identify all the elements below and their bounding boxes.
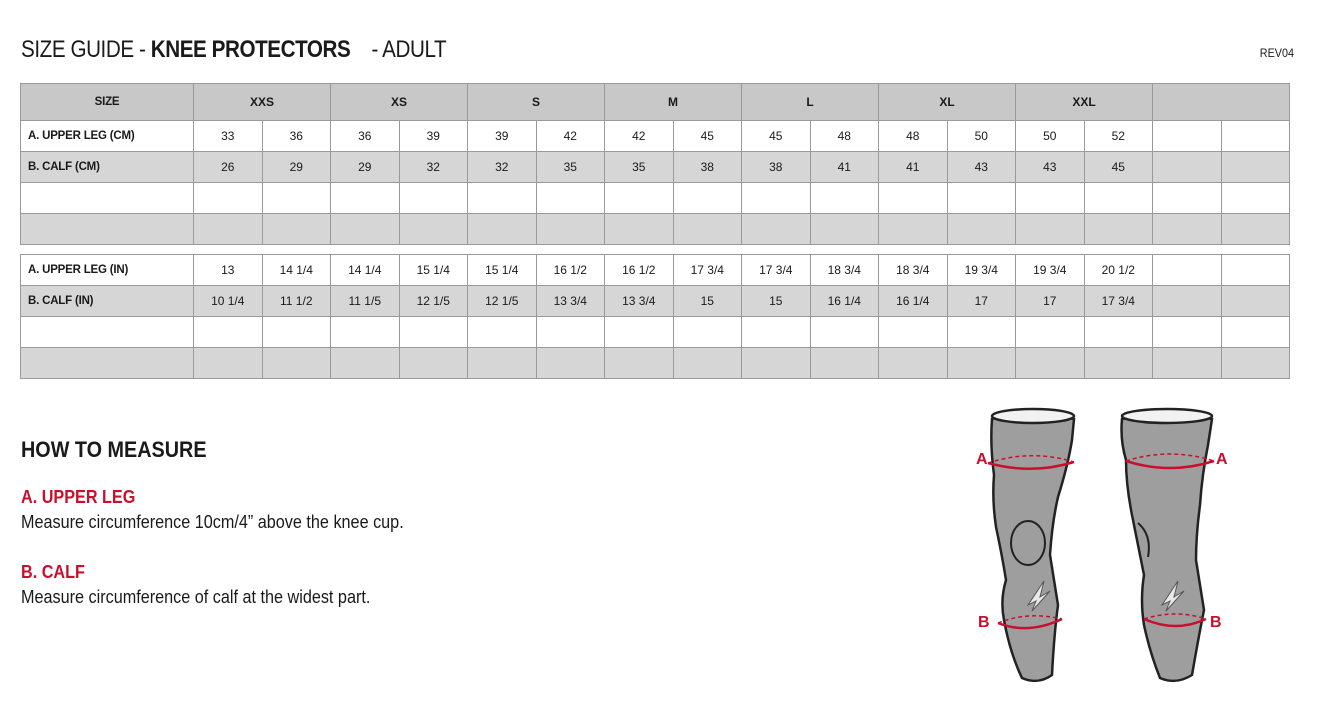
table-cell-empty xyxy=(879,214,948,245)
table-cell: 36 xyxy=(262,121,331,152)
table-cell-empty xyxy=(194,317,263,348)
table-cell-empty xyxy=(605,348,674,379)
title-product: KNEE PROTECTORS xyxy=(150,36,351,63)
table-cell-empty xyxy=(194,214,263,245)
table-cell-empty xyxy=(194,348,263,379)
table-cell-empty xyxy=(536,348,605,379)
table-cell: 20 1/2 xyxy=(1084,255,1153,286)
protector-shell xyxy=(1122,414,1213,681)
marker-a-right: A xyxy=(1216,451,1228,468)
table-cell: 10 1/4 xyxy=(194,286,263,317)
table-cell-empty xyxy=(399,348,468,379)
table-cell-empty xyxy=(673,183,742,214)
table-cell: 18 3/4 xyxy=(810,255,879,286)
size-header-row xyxy=(21,84,1290,121)
table-row-empty xyxy=(21,317,1290,348)
table-cell: 35 xyxy=(536,152,605,183)
table-cell: 15 xyxy=(673,286,742,317)
table-cell: 50 xyxy=(1016,121,1085,152)
table-cell: 42 xyxy=(536,121,605,152)
table-cell-empty xyxy=(21,183,194,214)
table-cell-empty xyxy=(810,348,879,379)
table-cell: 15 1/4 xyxy=(399,255,468,286)
table-cell: 14 1/4 xyxy=(331,255,400,286)
table-cell: 43 xyxy=(947,152,1016,183)
table-cell: 13 3/4 xyxy=(536,286,605,317)
table-cell-empty xyxy=(1153,152,1222,183)
table-cell-empty xyxy=(21,214,194,245)
marker-a-left: A xyxy=(976,451,988,468)
table-cell-empty xyxy=(947,214,1016,245)
table-cell: 48 xyxy=(810,121,879,152)
table-cell-empty xyxy=(536,214,605,245)
protector-shell xyxy=(991,414,1074,681)
table-cell-empty xyxy=(1221,183,1290,214)
upper-leg-instructions: Measure circumference 10cm/4” above the knee cup. xyxy=(21,512,404,532)
table-cell-empty xyxy=(1016,214,1085,245)
table-cell: 14 1/4 xyxy=(262,255,331,286)
table-cell-empty xyxy=(1016,183,1085,214)
table-cell: 42 xyxy=(605,121,674,152)
table-cell: 18 3/4 xyxy=(879,255,948,286)
table-cell-empty xyxy=(1221,121,1290,152)
table-cell-empty xyxy=(947,317,1016,348)
table-cell-empty xyxy=(262,214,331,245)
table-cell-empty xyxy=(468,183,537,214)
table-cell-empty xyxy=(1221,152,1290,183)
table-cell-empty xyxy=(1153,121,1222,152)
row-label: B. CALF (CM) xyxy=(21,152,194,183)
table-cell-empty xyxy=(1084,183,1153,214)
table-cell-empty xyxy=(947,348,1016,379)
size-header-xxl: XXL xyxy=(1016,84,1153,121)
table-cell-empty xyxy=(605,183,674,214)
table-cell: 36 xyxy=(331,121,400,152)
table-cell-empty xyxy=(1016,317,1085,348)
table-cell-empty xyxy=(1153,286,1222,317)
table-cell: 19 3/4 xyxy=(1016,255,1085,286)
table-cell-empty xyxy=(1221,214,1290,245)
table-cell: 17 xyxy=(947,286,1016,317)
table-cell-empty xyxy=(673,348,742,379)
table-cell: 13 3/4 xyxy=(605,286,674,317)
table-cell-empty xyxy=(742,183,811,214)
table-cell: 45 xyxy=(1084,152,1153,183)
table-cell-empty xyxy=(1084,317,1153,348)
table-cell-empty xyxy=(536,183,605,214)
table-cell-empty xyxy=(810,183,879,214)
table-cell: 11 1/5 xyxy=(331,286,400,317)
table-cell: 41 xyxy=(810,152,879,183)
table-cell: 12 1/5 xyxy=(399,286,468,317)
table-cell: 16 1/4 xyxy=(879,286,948,317)
table-cell-empty xyxy=(536,317,605,348)
table-cell-empty xyxy=(331,317,400,348)
table-cell-empty xyxy=(468,317,537,348)
calf-instructions: Measure circumference of calf at the widest part. xyxy=(21,587,371,607)
size-header-l: L xyxy=(742,84,879,121)
table-cell-empty xyxy=(1016,348,1085,379)
row-label: A. UPPER LEG (IN) xyxy=(21,255,194,286)
table-cell-empty xyxy=(1153,348,1222,379)
table-cell-empty xyxy=(742,317,811,348)
table-cell-empty xyxy=(1084,348,1153,379)
table-cell: 12 1/5 xyxy=(468,286,537,317)
table-cell-empty xyxy=(947,183,1016,214)
row-label: A. UPPER LEG (CM) xyxy=(21,121,194,152)
table-row-empty xyxy=(21,214,1290,245)
upper-leg-title: A. UPPER LEG xyxy=(21,487,136,507)
table-cell-empty xyxy=(673,214,742,245)
table-cell-empty xyxy=(399,317,468,348)
table-cell: 17 3/4 xyxy=(742,255,811,286)
size-header-s: S xyxy=(468,84,605,121)
table-cell-empty xyxy=(879,317,948,348)
table-cell: 19 3/4 xyxy=(947,255,1016,286)
table-cell: 17 3/4 xyxy=(1084,286,1153,317)
table-cell-empty xyxy=(605,317,674,348)
page-title xyxy=(21,36,446,64)
table-cell: 17 xyxy=(1016,286,1085,317)
table-cell: 26 xyxy=(194,152,263,183)
size-header-empty xyxy=(1153,84,1290,121)
protector-top-opening xyxy=(1122,409,1212,423)
table-cell-empty xyxy=(673,317,742,348)
table-cell-empty xyxy=(1153,214,1222,245)
table-cell-empty xyxy=(742,214,811,245)
table-row-calf-in xyxy=(21,286,1290,317)
table-cell-empty xyxy=(810,317,879,348)
table-cell: 29 xyxy=(262,152,331,183)
table-cell-empty xyxy=(194,183,263,214)
table-cell-empty xyxy=(468,348,537,379)
table-row-empty xyxy=(21,348,1290,379)
table-cell-empty xyxy=(21,317,194,348)
table-cell-empty xyxy=(1221,255,1290,286)
table-cell: 15 xyxy=(742,286,811,317)
table-cell-empty xyxy=(742,348,811,379)
table-cell-empty xyxy=(468,214,537,245)
size-header-m: M xyxy=(605,84,742,121)
table-row-upper-leg-in xyxy=(21,255,1290,286)
table-cell-empty xyxy=(605,214,674,245)
table-cell: 35 xyxy=(605,152,674,183)
table-cell-empty xyxy=(331,183,400,214)
table-cell: 43 xyxy=(1016,152,1085,183)
size-table xyxy=(20,83,1290,379)
table-cell: 50 xyxy=(947,121,1016,152)
table-cell: 29 xyxy=(331,152,400,183)
table-separator xyxy=(21,245,1290,255)
size-header-label: SIZE xyxy=(21,84,194,121)
knee-protector-back xyxy=(1122,409,1229,681)
table-cell: 16 1/2 xyxy=(605,255,674,286)
table-cell: 32 xyxy=(468,152,537,183)
table-cell-empty xyxy=(1084,214,1153,245)
table-cell-empty xyxy=(331,214,400,245)
size-header-xl: XL xyxy=(879,84,1016,121)
table-cell-empty xyxy=(1221,286,1290,317)
table-cell: 52 xyxy=(1084,121,1153,152)
knee-protector-front xyxy=(976,409,1074,681)
table-cell: 17 3/4 xyxy=(673,255,742,286)
table-cell: 41 xyxy=(879,152,948,183)
table-cell-empty xyxy=(1153,317,1222,348)
table-cell-empty xyxy=(1153,183,1222,214)
table-row-upper-leg-cm xyxy=(21,121,1290,152)
table-cell-empty xyxy=(879,183,948,214)
size-header-xs: XS xyxy=(331,84,468,121)
table-cell: 38 xyxy=(673,152,742,183)
title-suffix: - ADULT xyxy=(371,36,447,63)
table-cell-empty xyxy=(262,183,331,214)
table-cell-empty xyxy=(262,317,331,348)
table-cell-empty xyxy=(1153,255,1222,286)
table-cell: 39 xyxy=(468,121,537,152)
marker-b-left: B xyxy=(978,614,990,631)
knee-protector-illustration xyxy=(970,405,1240,690)
table-cell-empty xyxy=(262,348,331,379)
table-cell: 15 1/4 xyxy=(468,255,537,286)
calf-title: B. CALF xyxy=(21,562,85,582)
table-cell: 16 1/2 xyxy=(536,255,605,286)
table-cell-empty xyxy=(1221,317,1290,348)
revision-label: REV04 xyxy=(1259,46,1294,60)
protector-top-opening xyxy=(992,409,1074,423)
how-to-measure-heading: HOW TO MEASURE xyxy=(21,437,207,462)
table-cell-empty xyxy=(331,348,400,379)
table-cell: 45 xyxy=(742,121,811,152)
table-row-empty xyxy=(21,183,1290,214)
table-cell: 48 xyxy=(879,121,948,152)
title-prefix: SIZE GUIDE - xyxy=(21,36,151,63)
marker-b-right: B xyxy=(1210,614,1222,631)
table-cell: 16 1/4 xyxy=(810,286,879,317)
table-cell-empty xyxy=(21,348,194,379)
table-cell-empty xyxy=(1221,348,1290,379)
table-cell-empty xyxy=(879,348,948,379)
table-cell: 33 xyxy=(194,121,263,152)
table-cell-empty xyxy=(399,214,468,245)
table-cell: 32 xyxy=(399,152,468,183)
table-cell-empty xyxy=(810,214,879,245)
table-cell: 11 1/2 xyxy=(262,286,331,317)
table-separator-cell xyxy=(21,245,1290,255)
table-cell-empty xyxy=(399,183,468,214)
table-cell: 39 xyxy=(399,121,468,152)
size-header-xxs: XXS xyxy=(194,84,331,121)
table-row-calf-cm xyxy=(21,152,1290,183)
table-cell: 45 xyxy=(673,121,742,152)
row-label: B. CALF (IN) xyxy=(21,286,194,317)
table-cell: 13 xyxy=(194,255,263,286)
table-cell: 38 xyxy=(742,152,811,183)
